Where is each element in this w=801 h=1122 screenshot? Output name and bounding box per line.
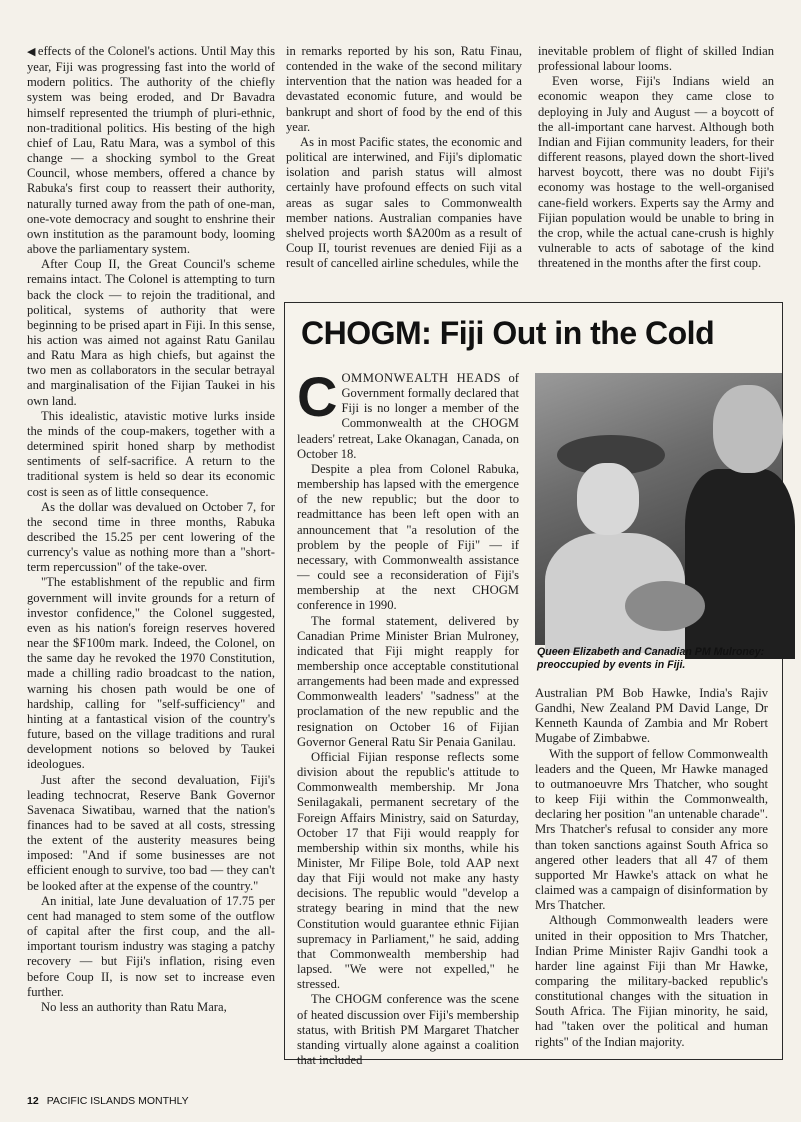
lead-caps: OMMONWEALTH HEADS (341, 371, 502, 385)
paragraph: Although Commonwealth leaders were united in their opposition to Mrs Thatcher, Indian Prime Minister Rajiv Gandhi took a harder line against Fiji than Mr Hawke, comparing the military-backed republic's constitutional changes with the situation in South Africa. The Fijian minority, he said, had "taken over the political and human rights" of the Indian majority. (535, 913, 768, 1049)
sidebar-column-1 (297, 365, 519, 1068)
chogm-sidebar-box (284, 302, 783, 1068)
page-number: 12 (27, 1095, 39, 1107)
article-column-3 (538, 44, 774, 271)
paragraph: With the support of fellow Commonwealth leaders and the Queen, Mr Hawke managed to outmanoeuvre Mrs Thatcher, who sought to keep Fiji within the Commonwealth, declaring her position "an untenable charade". Mrs Thatcher's refusal to consider any more than token sanctions against South Africa so angered other leaders that all 47 of them supported Mr Hawke's attack on what he claimed was a campaign of disinformation by Mrs Thatcher. (535, 746, 768, 913)
lead-text: of Government formally declared that Fiji is no longer a member of the Commonwealth at the CHOGM leaders' retreat, Lake Okanagan, Canada, on October 18. (297, 371, 519, 461)
paragraph: As in most Pacific states, the economic and political are interwined, and Fiji's diplomatic isolation and parish status will almost certainly have profound effects on such vital areas as sugar sales to Commonwealth member nations. Australian companies have shelved projects worth $A200m as a result of Coup II, tourist revenues are denied Fiji as a result of cancelled airline schedules, while the (286, 134, 522, 271)
article-column-1 (27, 44, 275, 1015)
paragraph: in remarks reported by his son, Ratu Finau, contended in the wake of the second military intervention that the nation was headed for a devastated economic future, and would be bankrupt and short of food by the end of this year. (286, 44, 522, 134)
bouquet-shape (625, 581, 705, 631)
paragraph: The CHOGM conference was the scene of heated discussion over Fiji's membership status, with British PM Margaret Thatcher standing virtually alone against a coalition that included (297, 992, 519, 1068)
paragraph: Just after the second devaluation, Fiji's leading technocrat, Reserve Bank Governor Savenaca Siwatibau, warned that the nation's finances had to be saved at all costs, stressing the extent of the austerity measures being imposed: "And if some businesses are not efficient enough to survive, too bad — they can't be looked after at the expense of the country." (27, 772, 275, 893)
paragraph: The formal statement, delivered by Canadian Prime Minister Brian Mulroney, indicated that Fiji might reapply for membership once acceptable constitutional arrangements had been made and expressed Commonwealth leaders' "sadness" at the proclamation of the new republic and the resignation on October 16 of Fijian Governor General Ratu Sir Penaia Ganilau. (297, 613, 519, 749)
paragraph: After Coup II, the Great Council's scheme remains intact. The Colonel is attempting to turn back the clock — to rejoin the traditional, and political, systems of authority that were beginning to be prised apart in Fiji. In this sense, his action was aimed not against Ratu Ganilau and Ratu Mara as high chiefs, but against the two men as collaborators in the secular betrayal and marginalisation of the Fijian Taukei in his own land. (27, 257, 275, 408)
page-footer (27, 1095, 189, 1107)
article-column-2 (286, 44, 522, 271)
suit-shape (685, 469, 795, 659)
lead-paragraph (297, 365, 519, 462)
paragraph: As the dollar was devalued on October 7, for the second time in three months, Rabuka described the 15.25 per cent lowering of the currency's value as nothing more than a "short-term repercussion" of the take-over. (27, 499, 275, 575)
paragraph: Australian PM Bob Hawke, India's Rajiv Gandhi, New Zealand PM David Lange, Dr Kenneth Kaunda of Zambia and Mr Robert Mugabe of Zimbabwe. (535, 686, 768, 746)
paragraph: An initial, late June devaluation of 17.75 per cent had managed to stem some of the outflow of capital after the first coup, and the all-important tourism industry was staging a patchy recovery — but Fiji's inflation, rising even before Coup II, is now set to increase even further. (27, 893, 275, 999)
photo-queen-and-mulroney (535, 373, 782, 645)
continuation-arrow-icon: ◀ (27, 46, 36, 58)
drop-cap: C (297, 365, 338, 428)
paragraph: ◀ effects of the Colonel's actions. Until May this year, Fiji was progressing fast into the world of modern politics. The authority of the chiefly system was being eroded, and Dr Bavadra himself represented the triumph of pluri-ethnic, non-traditional politics. His besting of the high chief of Lau, Ratu Mara, was a symbol of this change — a shocking symbol to the Great Council, whose members, offered a chance by Rabuka's first coup to reassert their authority, naturally turned away from the path of one-man, one-vote democracy and sought to enshrine their own institution as the paramount body, looming above the parliamentary system. (27, 44, 275, 257)
paragraph: inevitable problem of flight of skilled Indian professional labour looms. (538, 44, 774, 74)
face-shape (577, 463, 639, 535)
paragraph: Despite a plea from Colonel Rabuka, membership has lapsed with the emergence of the new republic; but the door to readmittance has been left open with an announcement that "a resolution of the problem by the people of Fiji" — if necessary, with Commonwealth assistance — could see a reconsideration of Fiji's membership at the next CHOGM conference in 1990. (297, 461, 519, 613)
paragraph: Even worse, Fiji's Indians wield an economic weapon they came close to deploying in July and August — a boycott of the all-important cane harvest. Although both Indian and Fijian community leaders, for their different reasons, played down the short-lived harvest boycott, there was no doubt Fiji's economy was hostage to the well-organised cane-field workers. Experts say the Army and Fijian population would be unable to bring in the crop, while the actual cane-crush is highly vulnerable to acts of sabotage of the kind threatened in the months after the first coup. (538, 74, 774, 271)
photo-caption: Queen Elizabeth and Canadian PM Mulroney: preoccupied by events in Fiji. (537, 646, 765, 671)
publication-name: PACIFIC ISLANDS MONTHLY (46, 1095, 189, 1107)
paragraph: Official Fijian response reflects some division about the republic's attitude to Commonwealth membership. Mr Jona Senilagakali, permanent secretary of the Foreign Affairs Ministry, said on Saturday, October 17 that Fiji would reapply for membership within six months, while his Minister, Mr Filipe Bole, told AAP next day that Fiji would not make any hasty decisions. The republic would "develop a strategy bearing in mind that the new Constitution would guarantee ethnic Fijian supremacy in Parliament," he said, adding that Commonwealth membership had lapsed. "We were not expelled," he stressed. (297, 749, 519, 992)
sidebar-column-2 (535, 686, 768, 1050)
face-shape (713, 385, 783, 473)
paragraph: This idealistic, atavistic motive lurks inside the minds of the coup-makers, together with a determined spirit honed sharp by methodist sentiments of self-sacrifice. A return to the traditional system is held so dear its economic cost is seen as of little consequence. (27, 408, 275, 499)
paragraph: "The establishment of the republic and firm government will invite grounds for a return of investor confidence," the Colonel suggested, even as his nation's foreign reserves hovered near the $F100m mark. Indeed, the Colonel, on the same day he revoked the 1970 Constitution, made a chilling radio broadcast to the nation, warning his chosen path would be one of hardship, calling for "self-sufficiency" and hinting at a fantastical vision of the country's future, based on the village traditions and rural development notions so beloved by Taukei ideologues. (27, 575, 275, 772)
paragraph: No less an authority than Ratu Mara, (41, 999, 227, 1014)
sidebar-headline: CHOGM: Fiji Out in the Cold (301, 315, 715, 351)
